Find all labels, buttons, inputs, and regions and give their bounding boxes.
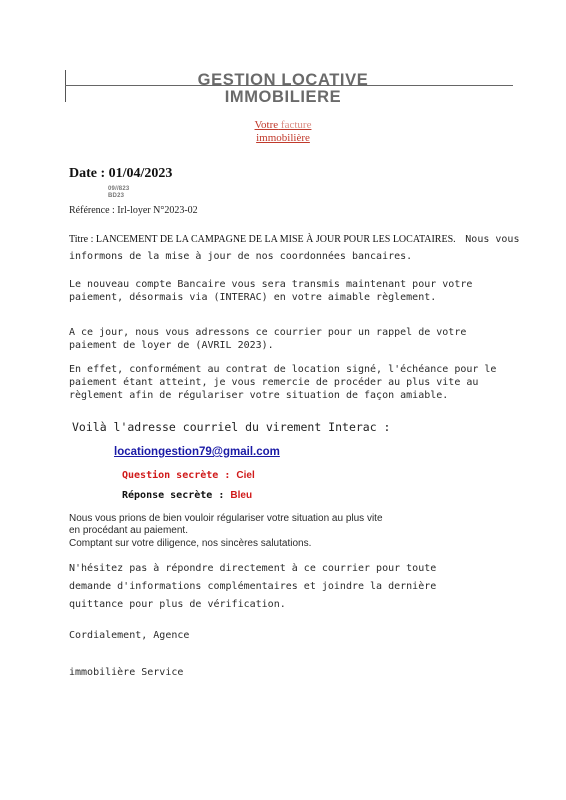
stamp-text-line1: 09//823 [108,186,130,192]
reference-line: Référence : Irl-loyer N°2023-02 [69,205,198,216]
secret-question [122,470,255,481]
paragraph-3-line: paiement de loyer de (AVRIL 2023). [69,340,274,351]
secret-answer-label: Réponse secrète : [122,490,225,501]
paragraph-6-line: N'hésitez pas à répondre directement à ce courrier pour toute [69,563,437,574]
header-title-line1: GESTION LOCATIVE [197,71,369,89]
paragraph-6-line: quittance pour plus de vérification. [69,599,286,610]
closing-line: Cordialement, Agence [69,630,190,641]
paragraph-2-line: Le nouveau compte Bancaire vous sera transmis maintenant pour votre [69,279,473,290]
paragraph-3-line: A ce jour, nous vous adressons ce courrier pour un rappel de votre [69,327,467,338]
secret-question-label: Question secrète : [122,470,231,481]
paragraph-5-line: Nous vous prions de bien vouloir régulariser votre situation au plus vite [69,513,383,524]
letter-title [69,227,519,246]
signature-line: immobilière Service [69,667,184,678]
secret-question-value: Ciel [236,470,255,481]
paragraph-2-line: paiement, désormais via (INTERAC) en votre aimable règlement. [69,292,437,303]
invoice-link-word2: facture [280,119,312,131]
paragraph-4-line: règlement afin de régulariser votre situation de façon amiable. [69,390,449,401]
interac-heading: Voilà l'adresse courriel du virement Interac : [72,420,391,434]
letter-title-trailing: Nous vous [465,234,520,245]
invoice-link[interactable] [0,119,566,131]
invoice-link-line2[interactable]: immobilière [256,132,310,144]
date-line: Date : 01/04/2023 [69,166,173,181]
secret-answer-value: Bleu [230,490,253,501]
paragraph-6-line: demande d'informations complémentaires et joindre la dernière [69,581,437,592]
email-link[interactable]: locationgestion79@gmail.com [114,446,280,458]
invoice-link-word1: Votre [254,119,279,131]
paragraph-4-line: En effet, conformément au contrat de location signé, l'échéance pour le [69,364,497,375]
paragraph-4-line: paiement étant atteint, je vous remercie de procéder au plus vite au [69,377,479,388]
secret-answer [122,490,252,501]
paragraph-5-line: Comptant sur votre diligence, nos sincères salutations. [69,538,312,549]
paragraph-5-line: en procédant au paiement. [69,525,188,536]
letter-title-label: Titre : LANCEMENT DE LA CAMPAGNE DE LA MISE À JOUR POUR LES LOCATAIRES. [69,234,456,245]
header-title-line2: IMMOBILIERE [224,88,342,106]
stamp-text-line2: BD23 [108,193,125,199]
paragraph-1-line: informons de la mise à jour de nos coordonnées bancaires. [69,251,413,262]
